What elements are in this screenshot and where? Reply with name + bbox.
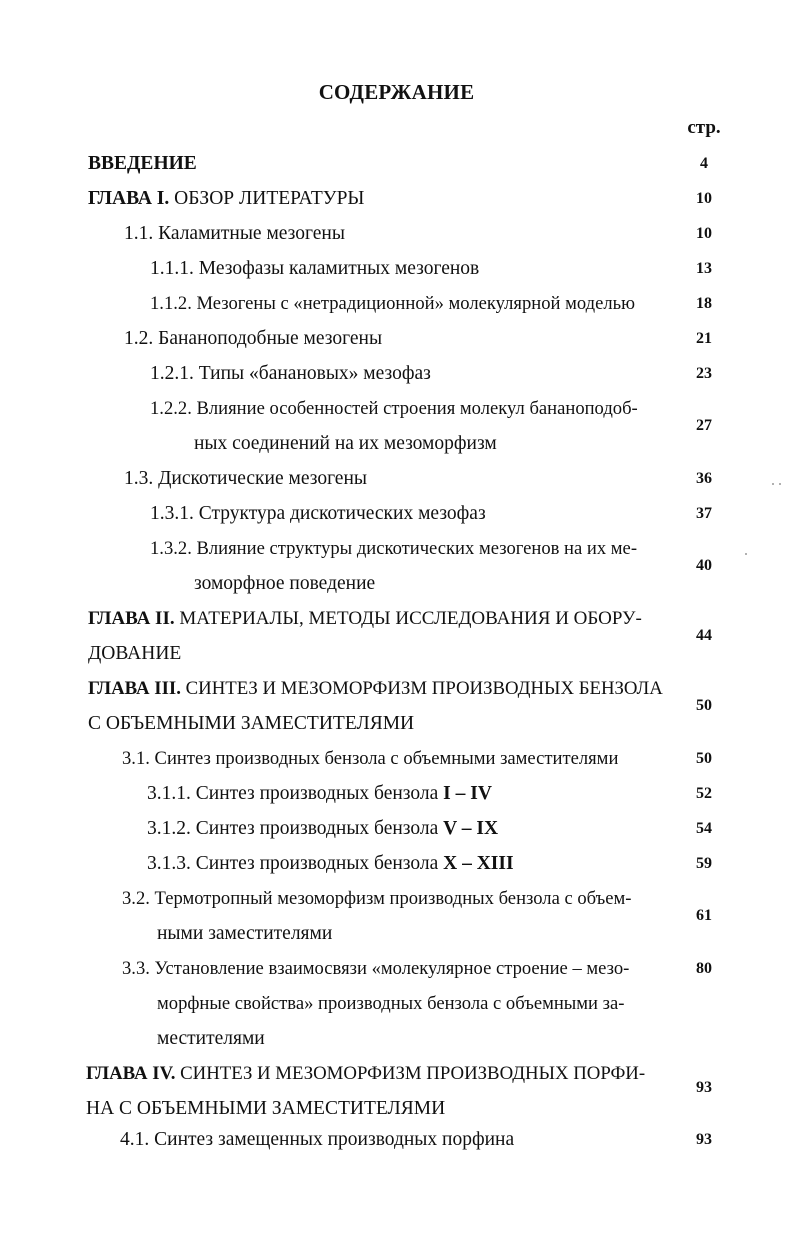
entry-title: 1.2. Бананоподобные мезогены	[124, 328, 383, 349]
entry-title: 3.1. Синтез производных бензола с объемными заместителями	[122, 748, 619, 769]
page-number: 21	[696, 330, 712, 347]
toc-entry-chapter-1	[88, 181, 664, 216]
page-number: 27	[696, 417, 712, 434]
chapter-label: ГЛАВА II.	[88, 608, 175, 629]
toc-entry-1-1-2	[150, 286, 664, 321]
entry-title: 1.1.1. Мезофазы каламитных мезогенов	[150, 258, 480, 279]
entry-title: 3.1.3. Синтез производных бензола	[147, 853, 444, 874]
toc-entry-4-1	[120, 1122, 664, 1157]
entry-title: 3.1.2. Синтез производных бензола	[147, 818, 444, 839]
toc-entry-3-3	[122, 951, 664, 1056]
entry-title: 1.3.1. Структура дискотических мезофаз	[150, 503, 486, 524]
toc-entry-1-1	[124, 216, 664, 251]
page-number: 4	[700, 155, 708, 172]
toc-entry-3-1-1	[147, 776, 664, 811]
entry-title-line-1: 3.2. Термотропный мезоморфизм производных бензола с объем-	[122, 888, 632, 909]
page-number: 59	[696, 855, 712, 872]
entry-title-line-1: 1.3.2. Влияние структуры дискотических мезогенов на их ме-	[150, 538, 638, 559]
toc-entry-introduction	[88, 146, 664, 181]
entry-title: 1.2.1. Типы «банановых» мезофаз	[150, 363, 431, 384]
entry-title-line-2: НА С ОБЪЕМНЫМИ ЗАМЕСТИТЕЛЯМИ	[86, 1098, 446, 1119]
page-number: 10	[696, 225, 712, 242]
toc-entry-1-3-1	[150, 496, 664, 531]
compound-range: V – IX	[443, 818, 499, 839]
page-column-header: стр.	[687, 117, 721, 138]
entry-title-line-3: местителями	[157, 1028, 265, 1049]
entry-title-line-2: С ОБЪЕМНЫМИ ЗАМЕСТИТЕЛЯМИ	[88, 713, 415, 734]
entry-title: ОБЗОР ЛИТЕРАТУРЫ	[169, 188, 365, 209]
page-number: 40	[696, 557, 712, 574]
page-number: 80	[696, 960, 712, 977]
page-number: 13	[696, 260, 712, 277]
entry-title-line-2: ными заместителями	[157, 923, 333, 944]
page-number: 50	[696, 750, 712, 767]
page-number: 54	[696, 820, 712, 837]
page-number: 18	[696, 295, 712, 312]
page-number: 50	[696, 697, 712, 714]
entry-title: 1.1.2. Мезогены с «нетрадиционной» молекулярной моделью	[150, 293, 635, 314]
page-number: 44	[696, 627, 712, 644]
page-number: 61	[696, 907, 712, 924]
entry-title: 1.1. Каламитные мезогены	[124, 223, 345, 244]
entry-title-line-2: зоморфное поведение	[194, 573, 376, 594]
compound-range: X – XIII	[443, 853, 514, 874]
toc-entry-chapter-2	[88, 601, 664, 671]
entry-title: 1.3. Дискотические мезогены	[124, 468, 367, 489]
toc-entry-chapter-4	[86, 1056, 664, 1126]
toc-entry-3-1-2	[147, 811, 664, 846]
toc-entry-1-2-2	[150, 391, 664, 461]
entry-title-line-2: ДОВАНИЕ	[88, 643, 182, 664]
page-number: 93	[696, 1079, 712, 1096]
entry-title: 3.1.1. Синтез производных бензола	[147, 783, 444, 804]
toc-entry-1-1-1	[150, 251, 664, 286]
toc-entry-3-2	[122, 881, 664, 951]
toc-entry-1-3	[124, 461, 664, 496]
toc-entry-1-2-1	[150, 356, 664, 391]
entry-title-line-2: ных соединений на их мезоморфизм	[194, 433, 497, 454]
page-number: 23	[696, 365, 712, 382]
toc-entry-1-3-2	[150, 531, 664, 601]
page-number: 52	[696, 785, 712, 802]
toc-entry-3-1-3	[147, 846, 664, 881]
toc-title: СОДЕРЖАНИЕ	[318, 80, 475, 104]
entry-title: ВВЕДЕНИЕ	[88, 153, 197, 174]
entry-title: 4.1. Синтез замещенных производных порфина	[120, 1129, 515, 1150]
page-number: 93	[696, 1131, 712, 1148]
entry-title-line-1: 1.2.2. Влияние особенностей строения молекул бананоподоб-	[150, 398, 638, 419]
entry-title-line-1: СИНТЕЗ И МЕЗОМОРФИЗМ ПРОИЗВОДНЫХ ПОРФИ-	[175, 1063, 646, 1084]
scan-speck	[772, 483, 774, 485]
scan-speck	[779, 483, 781, 485]
page-number: 10	[696, 190, 712, 207]
toc-entry-chapter-3	[88, 671, 664, 741]
page-number: 36	[696, 470, 712, 487]
chapter-label: ГЛАВА IV.	[86, 1063, 176, 1084]
scan-speck	[745, 553, 747, 555]
entry-title-line-1: 3.3. Установление взаимосвязи «молекулярное строение – мезо-	[122, 958, 630, 979]
entry-title-line-1: СИНТЕЗ И МЕЗОМОРФИЗМ ПРОИЗВОДНЫХ БЕНЗОЛА	[180, 678, 663, 699]
page-number: 37	[696, 505, 712, 522]
compound-range: I – IV	[443, 783, 492, 804]
toc-entry-1-2	[124, 321, 664, 356]
chapter-label: ГЛАВА III.	[88, 678, 181, 699]
entry-title-line-2: морфные свойства» производных бензола с объемными за-	[157, 993, 625, 1014]
entry-title-line-1: МАТЕРИАЛЫ, МЕТОДЫ ИССЛЕДОВАНИЯ И ОБОРУ-	[174, 608, 642, 629]
chapter-label: ГЛАВА I.	[88, 188, 170, 209]
toc-entry-3-1	[122, 741, 664, 776]
